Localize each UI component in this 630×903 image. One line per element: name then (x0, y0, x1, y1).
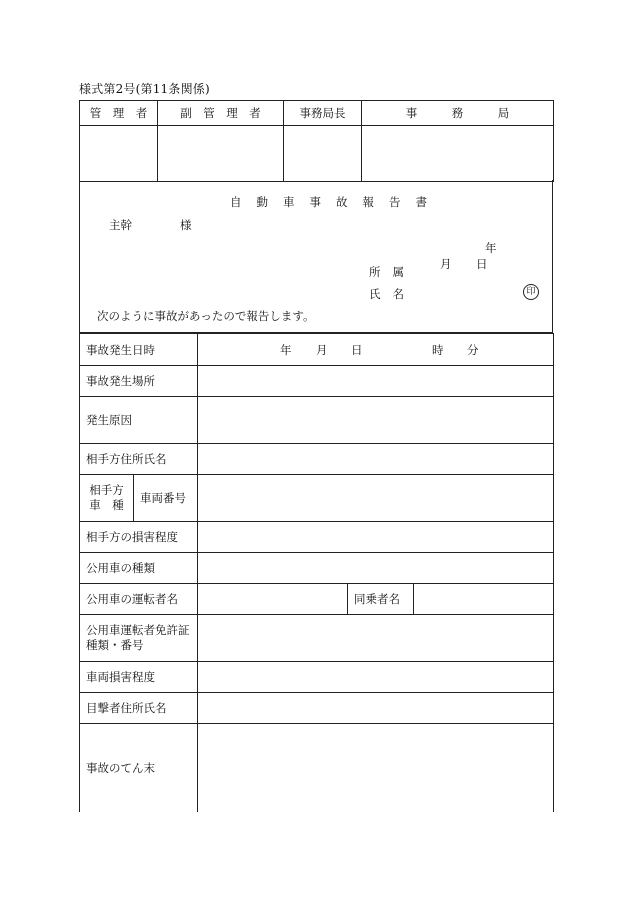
passenger-label: 同乗者名 (348, 584, 414, 615)
other-party-damage-label: 相手方の損害程度 (80, 522, 198, 553)
occurrence-place-label: 事故発生場所 (80, 366, 198, 397)
other-party-vehicle-label-line2: 車 種 (89, 498, 124, 512)
license-label-line1: 公用車運転者免許証 (86, 623, 190, 637)
addressee: 主幹 (109, 218, 132, 232)
date-month: 月 (440, 257, 452, 271)
report-statement: 次のように事故があったので報告します。 (97, 309, 315, 323)
other-party-damage-field[interactable] (198, 522, 554, 553)
other-party-address-label: 相手方住所氏名 (80, 444, 198, 475)
details-label: 事故のてん末 (80, 724, 198, 812)
other-party-address-field[interactable] (198, 444, 554, 475)
honorific: 様 (180, 218, 192, 232)
license-label-line2: 種類・番号 (86, 638, 144, 652)
official-driver-field[interactable] (198, 584, 348, 615)
accident-details-table (79, 333, 554, 812)
date-day: 日 (476, 257, 488, 271)
occurrence-datetime-field[interactable] (198, 334, 554, 366)
report-title: 自動車事故報告書 (230, 195, 442, 209)
occurrence-place-field[interactable] (198, 366, 554, 397)
approval-stamp-manager[interactable] (80, 126, 158, 182)
form-number: 様式第2号(第11条関係) (79, 82, 210, 96)
approval-header-deputy-manager: 副 管 理 者 (158, 101, 284, 126)
witness-field[interactable] (198, 693, 554, 724)
official-driver-label: 公用車の運転者名 (80, 584, 198, 615)
official-vehicle-type-label: 公用車の種類 (80, 553, 198, 584)
date-year: 年 (485, 241, 497, 255)
datetime-hour: 時 (432, 343, 444, 357)
affiliation-label: 所属 (369, 265, 416, 279)
approval-table (79, 100, 554, 182)
datetime-year: 年 (280, 343, 292, 357)
cause-label: 発生原因 (80, 397, 198, 444)
occurrence-datetime-label: 事故発生日時 (80, 334, 198, 366)
license-field[interactable] (198, 615, 554, 662)
vehicle-damage-label: 車両損害程度 (80, 662, 198, 693)
report-date[interactable] (440, 240, 552, 272)
datetime-day: 日 (351, 343, 363, 357)
approval-header-secretary-general: 事務局長 (284, 101, 362, 126)
official-vehicle-type-field[interactable] (198, 553, 554, 584)
witness-label: 目撃者住所氏名 (80, 693, 198, 724)
passenger-field[interactable] (414, 584, 554, 615)
approval-stamp-secretariat[interactable] (362, 126, 554, 182)
datetime-minute: 分 (467, 343, 479, 357)
approval-header-secretariat: 事 務 局 (362, 101, 554, 126)
report-header (79, 180, 553, 333)
seal-mark: 印 (523, 284, 539, 300)
license-label (80, 615, 198, 662)
datetime-month: 月 (316, 343, 328, 357)
vehicle-damage-field[interactable] (198, 662, 554, 693)
other-party-vehicle-label (80, 475, 134, 522)
approval-stamp-secretary-general[interactable] (284, 126, 362, 182)
approval-header-manager: 管 理 者 (80, 101, 158, 126)
details-field[interactable] (198, 724, 554, 812)
vehicle-number-label: 車両番号 (134, 475, 198, 522)
name-label: 氏名 (369, 287, 416, 301)
other-party-vehicle-label-line1: 相手方 (89, 483, 124, 497)
approval-stamp-deputy-manager[interactable] (158, 126, 284, 182)
vehicle-number-field[interactable] (198, 475, 554, 522)
cause-field[interactable] (198, 397, 554, 444)
